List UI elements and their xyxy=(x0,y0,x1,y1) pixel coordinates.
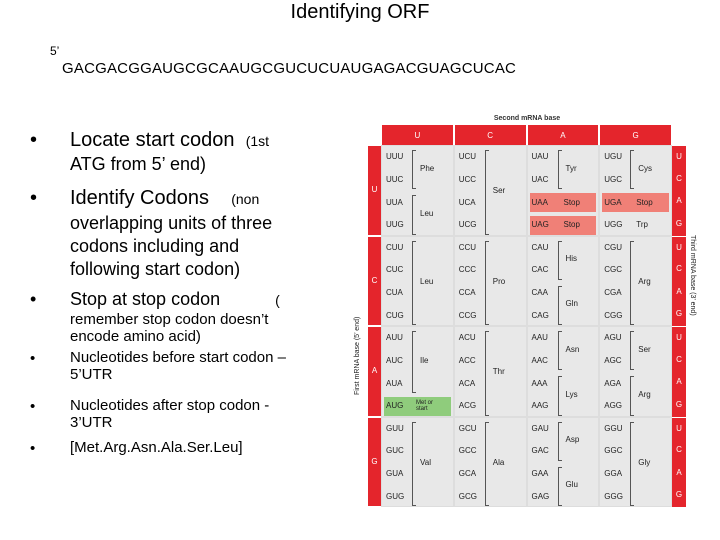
bullet-5-line1: Nucleotides after stop codon - xyxy=(70,397,270,414)
bullet-3-line3: encode amino acid) xyxy=(70,328,201,345)
codon: GGG xyxy=(604,491,623,501)
codon: GCC xyxy=(458,446,477,456)
bullet-1-main xyxy=(70,128,269,153)
bullet-1-paren: (1st xyxy=(245,133,270,149)
third-base-label: G xyxy=(672,394,686,417)
codon-brace xyxy=(558,422,562,461)
bullet-dot: • xyxy=(30,350,36,367)
codon: CCC xyxy=(458,265,477,275)
codon: GUC xyxy=(386,446,404,456)
first-base-label: G xyxy=(368,418,381,507)
start-codon-label: Met or start xyxy=(416,399,434,412)
codon: GAG xyxy=(531,491,550,501)
amino-acid-label: Lys xyxy=(565,389,578,399)
amino-acid-label: Thr xyxy=(492,367,505,377)
bullet-dot: • xyxy=(30,187,38,209)
codon: CCA xyxy=(458,288,476,298)
codon: AUU xyxy=(386,333,403,343)
codon: UGU xyxy=(604,152,623,162)
bullet-dot: • xyxy=(30,398,36,415)
amino-acid-label: Tyr xyxy=(565,163,577,173)
amino-acid-label: Stop xyxy=(636,197,653,207)
bullet-3-line2: remember stop codon doesn’t xyxy=(70,311,269,328)
third-base-label: C xyxy=(672,168,686,191)
codon: GGC xyxy=(604,446,623,456)
codon: AAC xyxy=(531,355,548,365)
codon: AGU xyxy=(604,333,622,343)
codon: ACA xyxy=(458,378,476,388)
bullet-4-line1: Nucleotides before start codon – xyxy=(70,349,286,366)
codon: CAA xyxy=(531,288,548,298)
second-base-header: A xyxy=(528,125,599,145)
bullet-2-text: Identify Codons xyxy=(70,187,209,209)
third-base-label: U xyxy=(672,327,686,350)
third-base-label: G xyxy=(672,484,686,507)
codon: GUG xyxy=(386,491,405,501)
codon-brace xyxy=(630,422,634,507)
codon: AGG xyxy=(604,401,623,411)
bullet-dot: • xyxy=(30,289,37,309)
first-base-label: U xyxy=(368,146,381,235)
codon: GAC xyxy=(531,446,549,456)
codon-brace xyxy=(412,195,416,234)
codon-brace xyxy=(630,331,634,370)
bullet-5-line2: 3’UTR xyxy=(70,414,113,431)
codon: CAC xyxy=(531,265,549,275)
codon-brace xyxy=(412,331,416,393)
codon: ACU xyxy=(458,333,476,343)
codon: AGA xyxy=(604,378,622,388)
codon: UAA xyxy=(531,197,548,207)
third-base-label: U xyxy=(672,146,686,169)
bullet-1-line2: ATG from 5’ end) xyxy=(70,154,207,174)
third-base-label: C xyxy=(672,439,686,462)
codon: UUU xyxy=(386,152,404,162)
amino-acid-label: His xyxy=(565,254,578,264)
codon: GAU xyxy=(531,423,549,433)
codon: CGU xyxy=(604,242,623,252)
codon: AUA xyxy=(386,378,403,388)
codon: ACC xyxy=(458,355,476,365)
codon: AAG xyxy=(531,401,549,411)
codon-brace xyxy=(412,241,416,326)
codon-brace xyxy=(558,150,562,189)
codon: UCA xyxy=(458,197,476,207)
amino-acid-label: Asn xyxy=(565,344,580,354)
amino-acid-label: Phe xyxy=(420,163,435,173)
codon: CGG xyxy=(604,310,623,320)
first-base-axis-label: First mRNA base (5’ end) xyxy=(354,316,361,395)
codon: GCG xyxy=(458,491,477,501)
third-base-label: C xyxy=(672,258,686,281)
third-base-label: U xyxy=(672,418,686,441)
codon: AUG xyxy=(386,401,404,411)
bullet-1-text: Locate start codon xyxy=(70,129,235,151)
codon-table xyxy=(354,115,696,507)
codon-brace xyxy=(485,331,489,416)
amino-acid-label: Leu xyxy=(420,208,434,218)
third-base-label: G xyxy=(672,213,686,236)
first-base-label: C xyxy=(368,237,381,326)
bullet-2-line3: codons including and xyxy=(70,236,240,256)
codon-brace xyxy=(412,422,416,507)
second-base-header: G xyxy=(600,125,671,145)
codon: UAU xyxy=(531,152,549,162)
codon: UCG xyxy=(458,220,477,230)
codon: UCC xyxy=(458,174,477,184)
amino-acid-label: Stop xyxy=(563,220,580,230)
codon: UUC xyxy=(386,174,404,184)
amino-acid-label: Cys xyxy=(638,163,653,173)
codon: GCU xyxy=(458,423,477,433)
codon-brace xyxy=(485,241,489,326)
third-base-label: A xyxy=(672,371,686,394)
amino-acid-label: Arg xyxy=(638,389,651,399)
third-base-label: A xyxy=(672,281,686,304)
codon-brace xyxy=(630,150,634,189)
five-prime-label: 5’ xyxy=(50,44,60,58)
third-base-label: U xyxy=(672,237,686,260)
codon: CUU xyxy=(386,242,404,252)
codon: AGC xyxy=(604,355,622,365)
third-base-label: C xyxy=(672,349,686,372)
amino-acid-label: Ser xyxy=(492,186,506,196)
codon: UGC xyxy=(604,174,623,184)
bullet-3-paren: ( xyxy=(275,292,280,308)
third-base-axis-label: Third mRNA base (3’ end) xyxy=(689,235,696,316)
third-base-label: A xyxy=(672,190,686,213)
codon: ACG xyxy=(458,401,477,411)
amino-acid-label: Gln xyxy=(565,299,578,309)
codon: CGC xyxy=(604,265,623,275)
codon: AAA xyxy=(531,378,548,388)
codon-brace xyxy=(558,331,562,370)
codon: GUU xyxy=(386,423,404,433)
amino-acid-label: Arg xyxy=(638,276,651,286)
codon: CCU xyxy=(458,242,477,252)
codon: CUC xyxy=(386,265,404,275)
amino-acid-label: Asp xyxy=(565,435,580,445)
first-base-label: A xyxy=(368,327,381,416)
amino-acid-label: Gly xyxy=(638,457,651,467)
bullet-6-line1: [Met.Arg.Asn.Ala.Ser.Leu] xyxy=(70,439,243,456)
amino-acid-label: Glu xyxy=(565,480,578,490)
table-heading: Second mRNA base xyxy=(493,115,561,122)
codon-brace xyxy=(558,376,562,415)
codon-brace xyxy=(558,286,562,325)
slide-title: Identifying ORF xyxy=(290,1,430,23)
bullet-2-main xyxy=(70,186,259,211)
codon: UAG xyxy=(531,220,549,230)
codon: CUA xyxy=(386,288,403,298)
codon: AAU xyxy=(531,333,548,343)
amino-acid-label: Ile xyxy=(420,355,429,365)
amino-acid-label: Ala xyxy=(492,457,505,467)
codon: CUG xyxy=(386,310,404,320)
bullet-4-line2: 5’UTR xyxy=(70,366,113,383)
amino-acid-label: Pro xyxy=(492,276,506,286)
third-base-label: G xyxy=(672,303,686,326)
amino-acid-label: Val xyxy=(420,457,431,467)
codon: GGA xyxy=(604,469,623,479)
bullet-dot: • xyxy=(30,440,36,457)
codon-brace xyxy=(630,376,634,415)
amino-acid-label: Trp xyxy=(636,220,648,230)
codon: GCA xyxy=(458,469,477,479)
amino-acid-label: Stop xyxy=(563,197,580,207)
codon-brace xyxy=(485,150,489,235)
bullet-3-main xyxy=(70,288,280,311)
bullet-dot: • xyxy=(30,129,38,151)
third-base-label: A xyxy=(672,462,686,485)
codon: CGA xyxy=(604,288,622,298)
codon: GGU xyxy=(604,423,623,433)
codon: UAC xyxy=(531,174,549,184)
codon: CAU xyxy=(531,242,549,252)
codon: UUA xyxy=(386,197,403,207)
codon: CAG xyxy=(531,310,549,320)
amino-acid-label: Ser xyxy=(638,344,651,354)
codon: GAA xyxy=(531,469,549,479)
codon: GUA xyxy=(386,469,404,479)
bullet-2-paren: (non xyxy=(231,191,260,207)
codon: UUG xyxy=(386,220,404,230)
codon: UGG xyxy=(604,220,623,230)
codon-brace xyxy=(412,150,416,189)
bullet-3-text: Stop at stop codon xyxy=(70,289,221,309)
codon: UGA xyxy=(604,197,622,207)
codon-brace xyxy=(558,241,562,280)
codon-brace xyxy=(630,241,634,326)
bullet-2-line4: following start codon) xyxy=(70,259,241,279)
codon: CCG xyxy=(458,310,477,320)
amino-acid-label: Leu xyxy=(420,276,434,286)
codon: UCU xyxy=(458,152,477,162)
second-base-header: C xyxy=(455,125,526,145)
bullet-2-line2: overlapping units of three xyxy=(70,213,273,233)
mrna-sequence: GACGACGGAUGCGCAAUGCGUCUCUAUGAGACGUAGCUCAC xyxy=(62,60,517,77)
codon-brace xyxy=(485,422,489,507)
codon: AUC xyxy=(386,355,403,365)
codon-brace xyxy=(558,467,562,506)
second-base-header: U xyxy=(382,125,453,145)
